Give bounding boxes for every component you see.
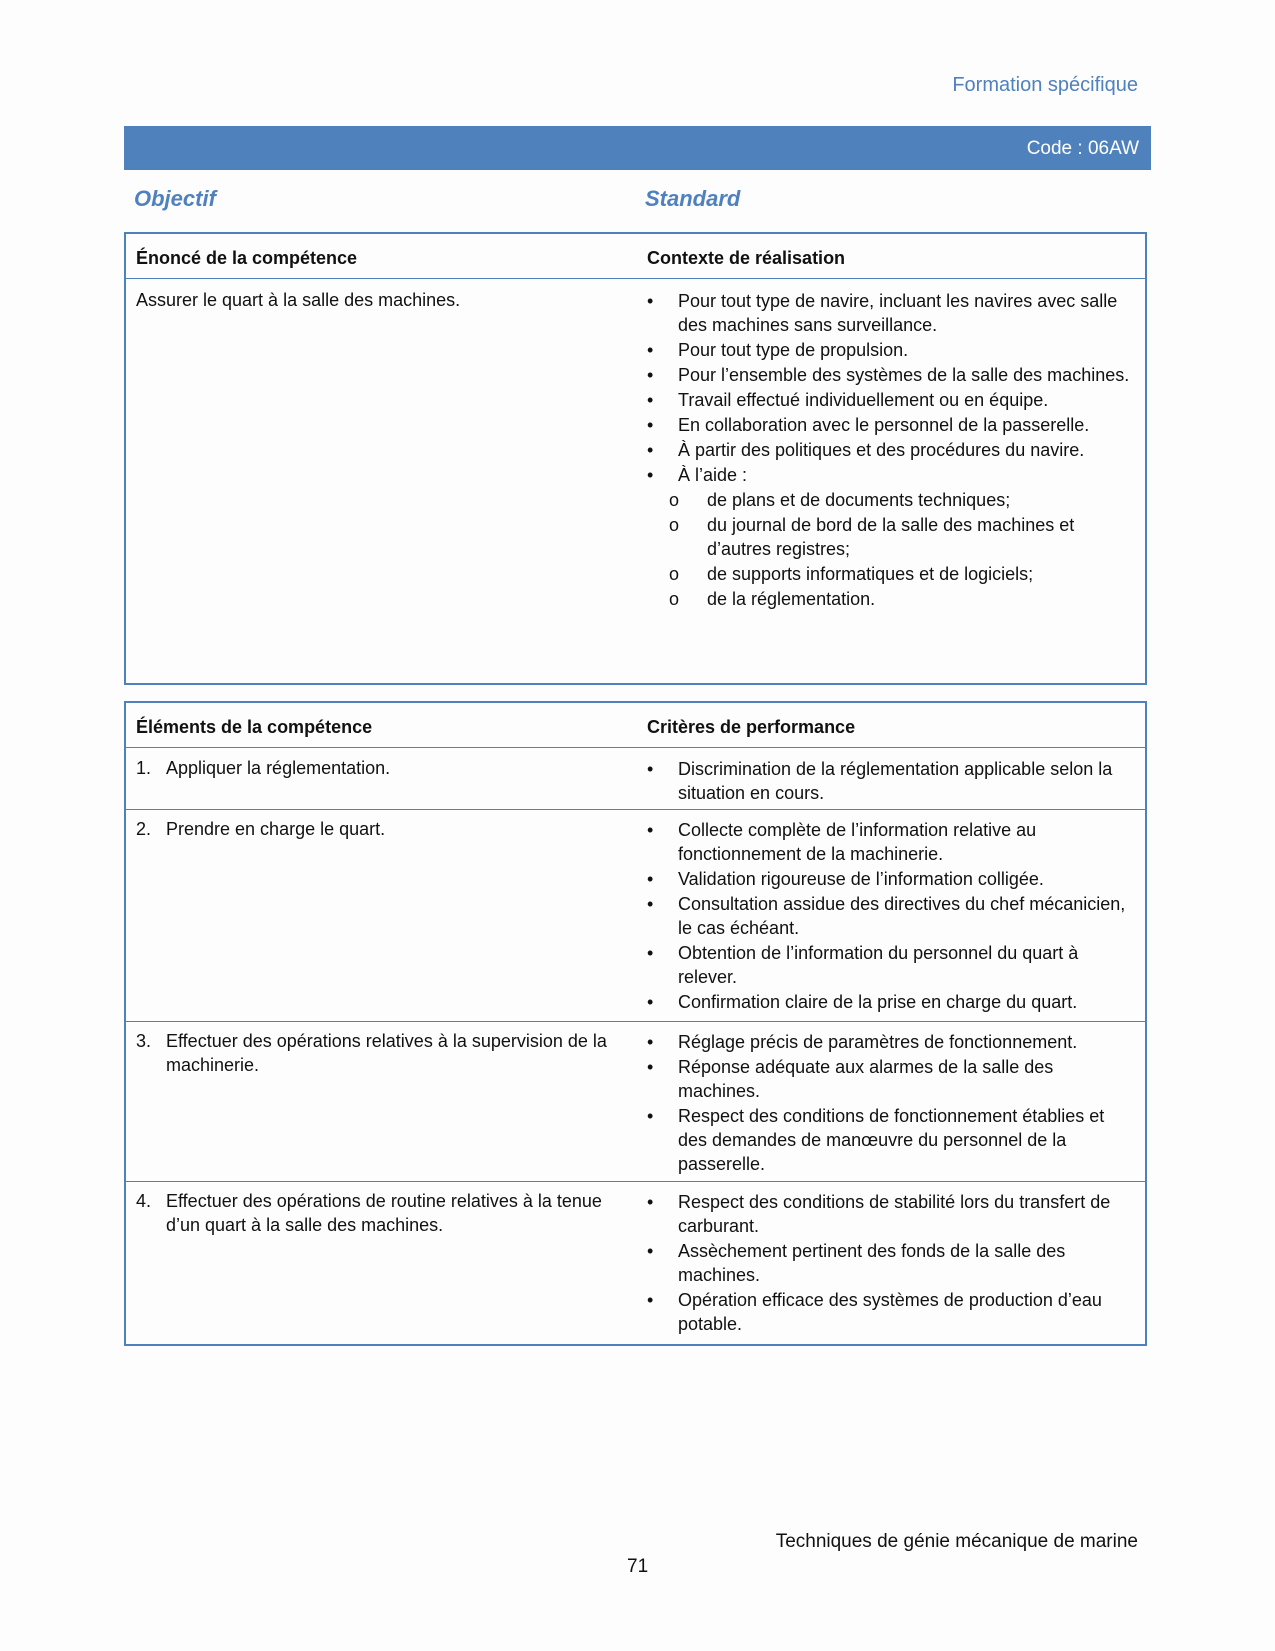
bullet-icon: •	[647, 365, 654, 385]
criteria-list	[647, 757, 1135, 806]
sub-bullet-icon: o	[669, 589, 680, 609]
bullet-icon: •	[647, 1032, 654, 1052]
criteria-item: • Validation rigoureuse de l’information colligée.	[647, 869, 1044, 889]
bullet-icon: •	[647, 415, 654, 435]
bullet-icon: •	[647, 894, 654, 914]
context-subitem: o de la réglementation.	[669, 589, 876, 609]
table-row	[126, 809, 1145, 1022]
bullet-icon: •	[647, 465, 654, 485]
table-row	[126, 748, 1145, 810]
heading-row	[134, 186, 1134, 216]
bullet-icon: •	[647, 340, 654, 360]
element-text: 1. Appliquer la réglementation.	[136, 758, 391, 778]
element-number: 1.	[136, 758, 152, 778]
standard-heading: Standard	[645, 186, 741, 211]
criteria-item: • Discrimination de la réglementation applicable selon la situation en cours.	[647, 759, 1113, 803]
competence-table	[124, 232, 1147, 685]
bullet-icon: •	[647, 869, 654, 889]
criteria-item: • Obtention de l’information du personnel du quart à relever.	[647, 943, 1079, 987]
bullet-icon: •	[647, 992, 654, 1012]
table-row	[126, 1181, 1145, 1344]
context-subitem: o de supports informatiques et de logiciels;	[669, 564, 1034, 584]
context-header: Contexte de réalisation	[647, 248, 846, 268]
context-item: • Travail effectué individuellement ou en équipe.	[647, 390, 1049, 410]
page-number: 71	[627, 1556, 649, 1577]
criteria-header: Critères de performance	[647, 717, 856, 737]
context-item: • Pour tout type de navire, incluant les navires avec salle des machines sans surveillance.	[647, 291, 1118, 335]
context-item: • En collaboration avec le personnel de la passerelle.	[647, 415, 1090, 435]
elements-table	[124, 701, 1147, 1346]
element-text: 4. Effectuer des opérations de routine relatives à la tenue d’un quart à la salle des machines.	[136, 1191, 602, 1235]
context-item: • À partir des politiques et des procédures du navire.	[647, 440, 1085, 460]
bullet-icon: •	[647, 1290, 654, 1310]
competence-table-header	[126, 234, 1145, 279]
bullet-icon: •	[647, 943, 654, 963]
criteria-item: • Réglage précis de paramètres de fonctionnement.	[647, 1032, 1078, 1052]
bullet-icon: •	[647, 390, 654, 410]
bullet-icon: •	[647, 1057, 654, 1077]
bullet-icon: •	[647, 1241, 654, 1261]
context-item: • Pour l’ensemble des systèmes de la salle des machines.	[647, 365, 1130, 385]
bullet-icon: •	[647, 759, 654, 779]
criteria-list	[647, 1190, 1135, 1337]
statement-header: Énoncé de la compétence	[136, 248, 358, 268]
bullet-icon: •	[647, 1106, 654, 1126]
criteria-item: • Respect des conditions de fonctionnement établies et des demandes de manœuvre du personnel de la passerelle.	[647, 1106, 1105, 1174]
code-bar	[124, 126, 1151, 170]
context-subitem: o du journal de bord de la salle des machines et d’autres registres;	[669, 515, 1075, 559]
table-row	[126, 1021, 1145, 1182]
element-number: 2.	[136, 819, 152, 839]
sub-bullet-icon: o	[669, 490, 680, 510]
context-item: • À l’aide :	[647, 465, 748, 485]
criteria-item: • Respect des conditions de stabilité lors du transfert de carburant.	[647, 1192, 1111, 1236]
section-title: Formation spécifique	[952, 74, 1138, 96]
element-number: 3.	[136, 1031, 152, 1051]
context-list	[647, 289, 1135, 612]
element-number: 4.	[136, 1191, 152, 1211]
sub-bullet-icon: o	[669, 515, 680, 535]
criteria-item: • Confirmation claire de la prise en charge du quart.	[647, 992, 1078, 1012]
criteria-item: • Opération efficace des systèmes de production d’eau potable.	[647, 1290, 1102, 1334]
elements-header: Éléments de la compétence	[136, 717, 373, 737]
element-text: 3. Effectuer des opérations relatives à la supervision de la machinerie.	[136, 1031, 607, 1075]
criteria-list	[647, 1030, 1135, 1177]
context-subitem: o de plans et de documents techniques;	[669, 490, 1011, 510]
element-text: 2. Prendre en charge le quart.	[136, 819, 386, 839]
bullet-icon: •	[647, 440, 654, 460]
sub-bullet-icon: o	[669, 564, 680, 584]
criteria-item: • Assèchement pertinent des fonds de la salle des machines.	[647, 1241, 1066, 1285]
context-item: • Pour tout type de propulsion.	[647, 340, 909, 360]
criteria-list	[647, 818, 1135, 1015]
competence-statement: Assurer le quart à la salle des machines.	[136, 290, 461, 310]
bullet-icon: •	[647, 291, 654, 311]
competency-code: Code : 06AW	[1026, 138, 1139, 159]
elements-table-header	[126, 703, 1145, 748]
criteria-item: • Collecte complète de l’information relative au fonctionnement de la machinerie.	[647, 820, 1037, 864]
objective-heading: Objectif	[134, 186, 216, 211]
bullet-icon: •	[647, 1192, 654, 1212]
criteria-item: • Consultation assidue des directives du chef mécanicien, le cas échéant.	[647, 894, 1126, 938]
bullet-icon: •	[647, 820, 654, 840]
criteria-item: • Réponse adéquate aux alarmes de la salle des machines.	[647, 1057, 1054, 1101]
program-name: Techniques de génie mécanique de marine	[775, 1531, 1138, 1552]
